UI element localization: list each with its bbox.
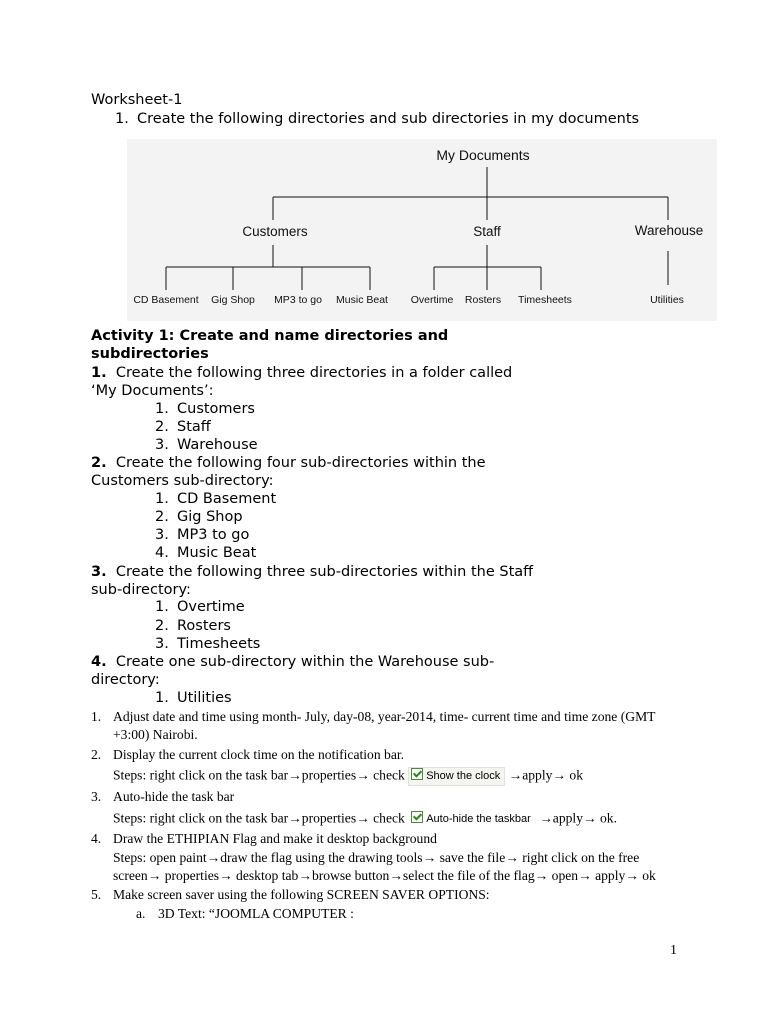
list-item: 3. Warehouse — [155, 437, 258, 453]
list-item: 1. CD Basement — [155, 491, 277, 507]
checkbox-checked-icon — [411, 811, 423, 823]
task-4-step2: screen→ properties→ desktop tab→browse button→select the file of the flag→ open→ apply→ ok — [113, 868, 656, 883]
task-5-sub-text: 3D Text: “JOOMLA COMPUTER : — [158, 906, 354, 921]
activity-step-2-line1: Create the following four sub-directories within the — [115, 455, 486, 471]
activity-step-3-line1: Create the following three sub-directories within the Staff — [115, 564, 534, 580]
tree-leaf-rosters: Rosters — [464, 294, 502, 306]
task-1-text: Create the following directories and sub directories in my documents — [137, 111, 640, 127]
list-item: 3. MP3 to go — [155, 527, 250, 543]
tree-branch-customers: Customers — [242, 224, 308, 239]
auto-hide-taskbar-label: Auto-hide the taskbar — [426, 813, 531, 825]
activity-step-4-line2: directory: — [91, 672, 160, 688]
auto-hide-taskbar-checkbox[interactable] — [408, 810, 536, 829]
activity-step-2 — [91, 455, 486, 471]
worksheet-title: Worksheet-1 — [91, 92, 183, 108]
activity-step-1 — [91, 365, 512, 381]
page-number: 1 — [670, 943, 677, 958]
task-5-sub-letter: a. — [136, 906, 146, 921]
task-2-steps — [113, 767, 583, 786]
task-4-number: 4. — [91, 831, 102, 846]
task-1-instruction — [115, 111, 639, 127]
task-4-text: Draw the ETHIPIAN Flag and make it desktop background — [113, 831, 437, 846]
activity-step-1-line1: Create the following three directories in a folder called — [115, 365, 513, 381]
activity-step-2-number: 2. — [91, 455, 107, 471]
checkbox-checked-icon — [411, 768, 423, 780]
tree-leaf-music-beat: Music Beat — [336, 294, 388, 306]
list-item: 2. Staff — [155, 419, 211, 435]
activity-step-2-line2: Customers sub-directory: — [91, 473, 274, 489]
activity-heading-line2: subdirectories — [91, 346, 209, 362]
task-4-step1: Steps: open paint→draw the flag using the drawing tools→ save the file→ right click on the free — [113, 850, 640, 865]
tree-leaf-mp3-to-go: MP3 to go — [274, 294, 322, 306]
tree-leaf-gig-shop: Gig Shop — [211, 294, 255, 306]
tree-root-label: My Documents — [436, 147, 530, 163]
task-3-text: Auto-hide the task bar — [113, 789, 235, 804]
tree-leaf-overtime: Overtime — [410, 294, 454, 306]
activity-step-1-line2: ‘My Documents’: — [91, 383, 214, 399]
task-3-steps-before: Steps: right click on the task bar→properties→ check — [113, 810, 405, 826]
show-clock-checkbox[interactable] — [408, 767, 505, 786]
task-5-number: 5. — [91, 887, 102, 902]
activity-step-3-line2: sub-directory: — [91, 582, 191, 598]
tree-leaf-utilities: Utilities — [650, 294, 684, 306]
list-item: 2. Rosters — [155, 618, 231, 634]
list-item: 3. Timesheets — [155, 636, 261, 652]
activity-step-3-number: 3. — [91, 564, 107, 580]
directory-tree-diagram — [127, 139, 717, 321]
task-5-text: Make screen saver using the following SCREEN SAVER OPTIONS: — [113, 887, 490, 902]
show-clock-label: Show the clock — [426, 770, 501, 782]
activity-step-4-number: 4. — [91, 654, 107, 670]
task-3-steps — [113, 810, 617, 829]
task-1-number: 1. — [115, 111, 129, 127]
activity-step-1-number: 1. — [91, 365, 107, 381]
list-item: 2. Gig Shop — [155, 509, 243, 525]
activity-step-4 — [91, 654, 494, 670]
list-item: 1. Overtime — [155, 599, 245, 615]
activity-step-4-line1: Create one sub-directory within the Warehouse sub- — [115, 654, 495, 670]
task-1-line2: +3:00) Nairobi. — [113, 727, 198, 742]
tree-branch-warehouse: Warehouse — [634, 223, 704, 238]
tree-branch-staff: Staff — [473, 224, 501, 239]
task-1-number-serif: 1. — [91, 709, 102, 724]
task-3-number: 3. — [91, 789, 102, 804]
activity-heading-line1: Activity 1: Create and name directories and — [91, 328, 449, 344]
activity-step-3 — [91, 564, 533, 580]
tree-leaf-timesheets: Timesheets — [518, 294, 572, 306]
task-2-steps-after: →apply→ ok — [508, 767, 583, 783]
task-3-steps-after: →apply→ ok. — [539, 810, 617, 826]
list-item: 1. Customers — [155, 401, 255, 417]
task-2-text: Display the current clock time on the notification bar. — [113, 747, 405, 762]
list-item: 1. Utilities — [155, 690, 232, 706]
task-2-number: 2. — [91, 747, 102, 762]
list-item: 4. Music Beat — [155, 545, 257, 561]
task-1-line1: Adjust date and time using month- July, day-08, year-2014, time- current time and time zone (GMT — [113, 709, 656, 724]
tree-leaf-cd-basement: CD Basement — [133, 294, 199, 306]
task-2-steps-before: Steps: right click on the task bar→properties→ check — [113, 767, 405, 783]
